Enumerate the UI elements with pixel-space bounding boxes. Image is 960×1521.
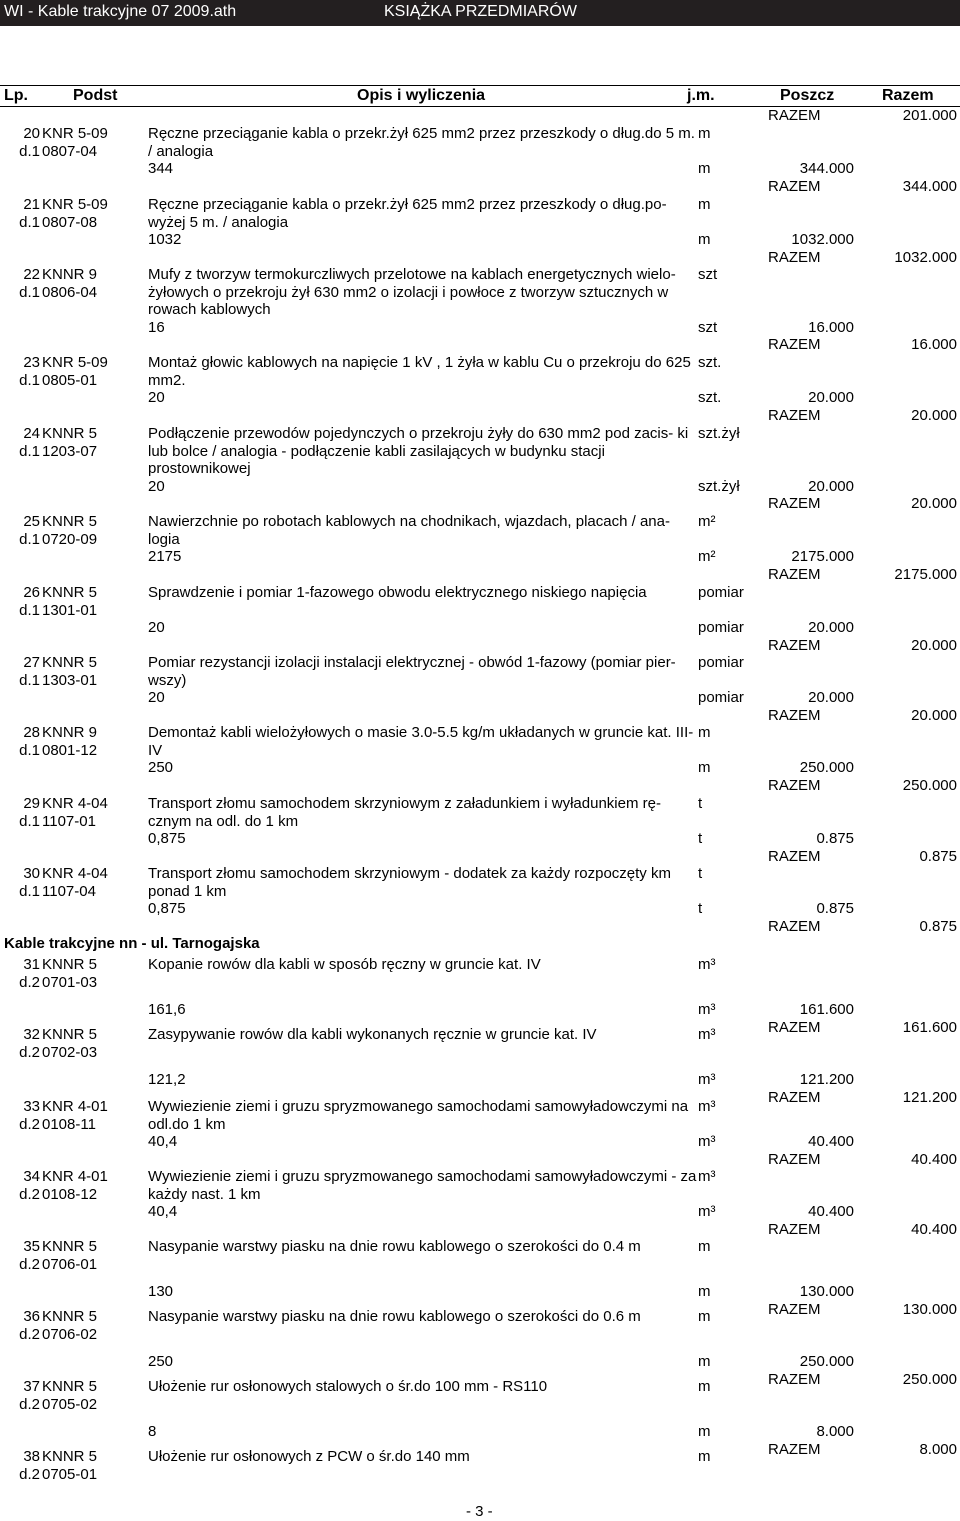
entry-code2: 1301-01 [42,601,98,619]
entry-razem-value: 20.000 [911,406,957,424]
entry-quantity: 16 [148,318,165,336]
entry-description: Wywiezienie ziemi i gruzu spryzmowanego samochodami samowyładowczymi na odl.do 1 km [148,1098,689,1133]
entry-code: KNNR 5 [42,1448,98,1465]
entry-poszcz: 130.000 [799,1283,854,1300]
entry-code2: 0801-12 [42,741,98,759]
entry-d: d.1 [19,601,40,619]
entry-code: KNNR 5 [42,956,98,973]
entry-lp: 29 [23,795,40,812]
entry-quantity-unit: m [698,231,711,248]
entry-quantity-unit: t [698,900,703,917]
entry-lp: 26 [23,584,40,601]
entry-razem-value: 16.000 [911,336,957,353]
entry-d: d.1 [19,442,40,460]
header-podst: Podst [73,87,118,104]
entry-unit: m [698,1308,711,1325]
entry-quantity: 250 [148,1353,174,1370]
entry-poszcz: 2175.000 [791,548,854,565]
entry-quantity: 0,875 [148,830,186,847]
entry-code: KNNR 5 [42,513,98,530]
entry-code: KNNR 5 [42,1238,98,1255]
entry-unit: m [698,196,711,213]
entry-razem-label: RAZEM [768,776,821,794]
entry-lp: 35 [23,1238,40,1255]
entry-lp: 23 [23,354,40,371]
entry-quantity-unit: m [698,1423,711,1440]
entry-description: Zasypywanie rowów dla kabli wykonanych ręcznie w gruncie kat. IV [148,1026,597,1043]
entry-code2: 0705-01 [42,1465,98,1483]
entry-description: Pomiar rezystancji izolacji instalacji elektrycznej - obwód 1-fazowy (pomiar pier- wszy) [148,654,676,689]
entry-poszcz: 8.000 [816,1423,854,1440]
entry-code2: 0108-11 [42,1115,96,1133]
entry-lp: 34 [23,1168,40,1185]
entry-lp: 36 [23,1308,40,1325]
entry-razem-value: 0.875 [919,917,957,935]
entry-quantity: 20 [148,689,165,706]
entry-razem-value: 250.000 [902,1370,957,1388]
entry-code2: 1107-04 [42,882,96,900]
entry-code: KNR 5-09 [42,196,108,213]
entry-quantity-unit: m³ [698,1133,716,1150]
entry-razem-label: RAZEM [768,706,821,724]
entry-poszcz: 16.000 [808,318,854,336]
entry-description: Nasypanie warstwy piasku na dnie rowu kablowego o szerokości do 0.6 m [148,1308,641,1325]
entry-quantity: 121,2 [148,1071,186,1088]
entry-code2: 0706-01 [42,1255,98,1273]
entry-code: KNR 5-09 [42,354,108,371]
entry-poszcz: 250.000 [799,1353,854,1370]
entry-description: Nasypanie warstwy piasku na dnie rowu kablowego o szerokości do 0.4 m [148,1238,641,1255]
entry-d: d.2 [19,1395,40,1413]
entry-quantity: 8 [148,1423,157,1440]
entry-lp: 32 [23,1026,40,1043]
entry-code: KNNR 5 [42,1026,98,1043]
entry-d: d.1 [19,741,40,759]
entry-razem-label: RAZEM [768,847,821,865]
entry-razem-value: 344.000 [902,177,957,195]
entry-code2: 1303-01 [42,671,98,689]
entry-unit: m³ [698,1168,716,1185]
header-poszcz: Poszcz [780,87,835,104]
entry-razem-value: 0.875 [919,847,957,865]
entry-code: KNR 4-01 [42,1098,108,1115]
entry-unit: szt.żył [698,425,740,442]
entry-quantity: 130 [148,1283,174,1300]
entry-lp: 31 [23,956,40,973]
entry-code2: 1203-07 [42,442,98,460]
entry-poszcz: 1032.000 [791,231,854,248]
entry-description: Sprawdzenie i pomiar 1-fazowego obwodu elektrycznego niskiego napięcia [148,584,647,601]
entry-razem-value: 1032.000 [894,248,957,266]
entry-unit: m [698,724,711,741]
entry-d: d.2 [19,973,40,991]
entry-poszcz: 344.000 [799,160,854,177]
entry-unit: m [698,1238,711,1255]
entry-poszcz: 40.400 [808,1203,854,1220]
entry-code2: 0807-08 [42,213,98,231]
entry-razem-value: 40.400 [911,1220,957,1238]
entry-unit: m³ [698,1026,716,1043]
entry-code: KNNR 5 [42,1378,98,1395]
entry-description: Demontaż kabli wielożyłowych o masie 3.0-5.5 kg/m układanych w gruncie kat. III-IV [148,724,694,759]
entry-lp: 22 [23,266,40,283]
entry-description: Ręczne przeciąganie kabla o przekr.żył 625 mm2 przez przeszkody o dług.do 5 m. / analogia [148,125,695,160]
entry-d: d.2 [19,1043,40,1061]
entry-poszcz: 40.400 [808,1133,854,1150]
entry-description: Transport złomu samochodem skrzyniowym - dodatek za każdy rozpoczęty km ponad 1 km [148,865,671,900]
entry-razem-label: RAZEM [768,1018,821,1036]
entry-razem-value: 130.000 [902,1300,957,1318]
entry-description: Podłączenie przewodów pojedynczych o przekroju żyły do 630 mm2 pod zacis- ki lub bolce / analogia - podłączenie kabli zasilających w budynku stacji prostownikowej [148,425,689,477]
entry-code2: 0805-01 [42,371,98,389]
entry-razem-label: RAZEM [768,1440,821,1458]
entry-unit: m [698,1448,711,1465]
header-razem: Razem [882,87,934,104]
entry-quantity: 250 [148,759,174,776]
entry-quantity: 20 [148,619,165,636]
entry-d: d.1 [19,371,40,389]
entry-code: KNNR 5 [42,1308,98,1325]
entry-description: Kopanie rowów dla kabli w sposób ręczny w gruncie kat. IV [148,956,541,973]
entry-unit: t [698,795,703,812]
entry-unit: m [698,1378,711,1395]
entry-d: d.1 [19,812,40,830]
page-number: - 3 - [466,1503,493,1520]
entry-quantity: 40,4 [148,1133,178,1150]
entry-quantity-unit: szt [698,318,718,336]
entry-code: KNNR 5 [42,584,98,601]
entry-description: Transport złomu samochodem skrzyniowym z załadunkiem i wyładunkiem rę- cznym na odl. do 1 km [148,795,661,830]
entry-code: KNR 5-09 [42,125,108,142]
entry-razem-label: RAZEM [768,1370,821,1388]
entry-code2: 0720-09 [42,530,98,548]
entry-description: Montaż głowic kablowych na napięcie 1 kV , 1 żyła w kablu Cu o przekroju do 625 mm2. [148,354,691,389]
entry-quantity: 161,6 [148,1001,186,1018]
entry-razem-value: 250.000 [902,776,957,794]
entry-unit: m [698,125,711,142]
entry-razem-label: RAZEM [768,1150,821,1168]
window-subtitle: KSIĄŻKA PRZEDMIARÓW [384,3,577,20]
entry-quantity: 2175 [148,548,182,565]
entry-code: KNNR 9 [42,724,98,741]
entry-poszcz: 250.000 [799,759,854,776]
window-title: WI - Kable trakcyjne 07 2009.ath [4,3,237,20]
entry-razem-label: RAZEM [768,1088,821,1106]
entry-d: d.2 [19,1465,40,1483]
entry-poszcz: 161.600 [799,1001,854,1018]
entry-d: d.1 [19,283,40,301]
header-jm: j.m. [687,87,715,104]
entry-razem-label: RAZEM [768,636,821,654]
entry-razem-value: 121.200 [902,1088,957,1106]
entry-description: Nawierzchnie po robotach kablowych na chodnikach, wjazdach, placach / ana- logia [148,513,670,548]
entry-poszcz: 20.000 [808,477,854,495]
entry-razem-value: 8.000 [919,1440,957,1458]
entry-lp: 27 [23,654,40,671]
entry-razem-label: RAZEM [768,1220,821,1238]
entry-code: KNR 4-01 [42,1168,108,1185]
entry-quantity: 20 [148,477,165,495]
entry-lp: 21 [23,196,40,213]
entry-poszcz: 121.200 [799,1071,854,1088]
entry-poszcz: 20.000 [808,389,854,406]
entry-d: d.1 [19,530,40,548]
entry-unit: szt [698,266,718,283]
entry-quantity-unit: pomiar [698,619,744,636]
entry-d: d.2 [19,1115,40,1133]
entry-unit: m² [698,513,716,530]
entry-unit: m³ [698,1098,716,1115]
entry-code2: 0705-02 [42,1395,98,1413]
entry-d: d.2 [19,1325,40,1343]
entry-razem-value: 161.600 [902,1018,957,1036]
entry-razem-label: RAZEM [768,406,821,424]
entry-quantity: 344 [148,160,174,177]
entry-lp: 25 [23,513,40,530]
entry-quantity: 40,4 [148,1203,178,1220]
opening-razem-label: RAZEM [768,107,821,124]
entry-quantity-unit: szt.żył [698,477,740,495]
entry-d: d.2 [19,1255,40,1273]
entry-quantity-unit: m³ [698,1001,716,1018]
entry-quantity: 0,875 [148,900,186,917]
entry-description: Mufy z tworzyw termokurczliwych przelotowe na kablach energetycznych wielo- żyłowych o przekroju żył 630 mm2 o izolacji i powłoce z tworzyw sztucznych w rowach kablowych [148,266,676,318]
entry-code2: 0702-03 [42,1043,98,1061]
entry-d: d.2 [19,1185,40,1203]
opening-razem-value: 201.000 [902,107,957,124]
entry-unit: t [698,865,703,882]
entry-quantity-unit: m³ [698,1203,716,1220]
entry-description: Ułożenie rur osłonowych stalowych o śr.do 100 mm - RS110 [148,1378,548,1395]
entry-poszcz: 0.875 [816,900,854,917]
window-titlebar [0,0,960,26]
section-title: Kable trakcyjne nn - ul. Tarnogajska [4,935,260,952]
entry-quantity-unit: m [698,1283,711,1300]
entry-quantity-unit: m² [698,548,716,565]
entry-razem-label: RAZEM [768,336,821,353]
entry-unit: pomiar [698,654,744,671]
entry-razem-value: 20.000 [911,636,957,654]
entry-poszcz: 0.875 [816,830,854,847]
entry-d: d.1 [19,671,40,689]
entry-quantity-unit: m [698,1353,711,1370]
entry-razem-label: RAZEM [768,917,821,935]
entry-quantity-unit: t [698,830,703,847]
entry-d: d.1 [19,142,40,160]
entry-lp: 20 [23,125,40,142]
entry-unit: szt. [698,354,722,371]
entry-quantity-unit: m [698,759,711,776]
entry-razem-label: RAZEM [768,1300,821,1318]
entry-code2: 0807-04 [42,142,98,160]
entry-code: KNNR 9 [42,266,98,283]
entry-razem-label: RAZEM [768,248,821,266]
entry-description: Wywiezienie ziemi i gruzu spryzmowanego samochodami samowyładowczymi - za każdy nast. 1 km [148,1168,697,1203]
entry-code: KNNR 5 [42,654,98,671]
header-opis: Opis i wyliczenia [357,87,486,104]
entry-razem-value: 40.400 [911,1150,957,1168]
entry-lp: 33 [23,1098,40,1115]
entry-quantity-unit: szt. [698,389,722,406]
entry-lp: 24 [23,425,40,442]
entry-razem-value: 20.000 [911,706,957,724]
entry-code2: 0806-04 [42,283,98,301]
entry-razem-label: RAZEM [768,177,821,195]
entry-d: d.1 [19,213,40,231]
entry-lp: 38 [23,1448,40,1465]
entry-lp: 30 [23,865,40,882]
entry-description: Ułożenie rur osłonowych z PCW o śr.do 140 mm [148,1448,470,1465]
entry-code: KNR 4-04 [42,795,108,812]
entry-lp: 37 [23,1378,40,1395]
entry-razem-label: RAZEM [768,565,821,583]
entry-quantity-unit: m³ [698,1071,716,1088]
entry-lp: 28 [23,724,40,741]
entry-poszcz: 20.000 [808,619,854,636]
entry-quantity-unit: m [698,160,711,177]
header-rule-top [0,85,960,86]
entry-code2: 0108-12 [42,1185,98,1203]
entry-poszcz: 20.000 [808,689,854,706]
entry-unit: pomiar [698,584,744,601]
entry-quantity: 20 [148,389,165,406]
entry-quantity: 1032 [148,231,182,248]
header-lp: Lp. [4,87,28,104]
entry-razem-label: RAZEM [768,495,821,512]
entry-unit: m³ [698,956,716,973]
entry-d: d.1 [19,882,40,900]
entry-code: KNNR 5 [42,425,98,442]
entry-code2: 1107-01 [42,812,96,830]
entry-description: Ręczne przeciąganie kabla o przekr.żył 625 mm2 przez przeszkody o dług.po- wyżej 5 m. / analogia [148,196,667,231]
entry-quantity-unit: pomiar [698,689,744,706]
entry-code2: 0701-03 [42,973,98,991]
entry-razem-value: 2175.000 [894,565,957,583]
entry-code: KNR 4-04 [42,865,108,882]
entry-razem-value: 20.000 [911,495,957,512]
entry-code2: 0706-02 [42,1325,98,1343]
